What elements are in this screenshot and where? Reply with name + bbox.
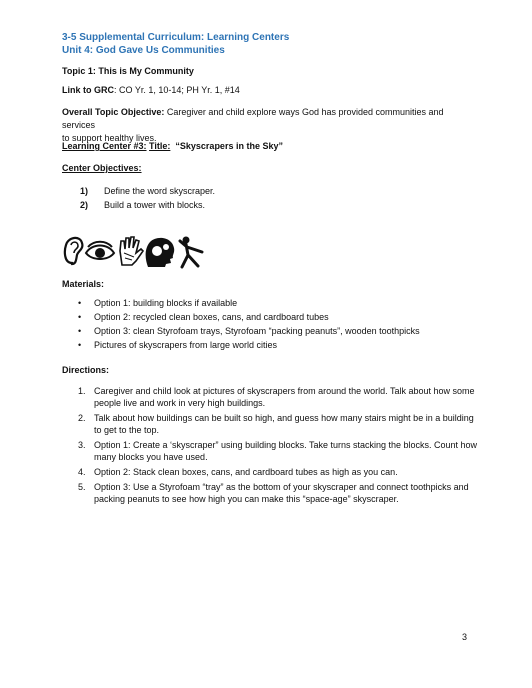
- movement-figure-icon: [180, 237, 202, 268]
- learning-center-title: “Skyscrapers in the Sky”: [175, 141, 283, 151]
- list-item: [62, 338, 482, 352]
- item-text-line2: packing peanuts to see how high you can make this “space-age” skyscraper.: [94, 494, 399, 504]
- item-text: Option 1: building blocks if available: [94, 298, 238, 308]
- item-number: 3.: [78, 440, 86, 450]
- item-text-line2: many blocks you have used.: [94, 452, 208, 462]
- list-item: [62, 296, 482, 310]
- list-item: [62, 184, 482, 198]
- list-item: [62, 439, 482, 463]
- list-item: [62, 324, 482, 338]
- learning-center-title-label: Title:: [149, 141, 171, 151]
- hand-icon: [120, 237, 143, 265]
- list-item: [62, 466, 482, 478]
- curriculum-title: 3-5 Supplemental Curriculum: Learning Centers: [62, 32, 290, 43]
- item-number: 5.: [78, 482, 86, 492]
- item-text-line2: people live and work in very high buildings.: [94, 398, 266, 408]
- center-objectives-list: [62, 184, 482, 212]
- unit-title: Unit 4: God Gave Us Communities: [62, 45, 225, 56]
- item-text: Option 3: clean Styrofoam trays, Styrofoam “packing peanuts”, wooden toothpicks: [94, 326, 420, 336]
- item-text: Build a tower with blocks.: [104, 200, 206, 210]
- materials-heading: Materials:: [62, 279, 105, 289]
- list-item: [62, 385, 482, 409]
- item-number: 2.: [78, 413, 86, 423]
- item-number: 1): [80, 186, 89, 196]
- item-number: 2): [80, 200, 89, 210]
- objective-text-line2: to support healthy lives.: [62, 133, 157, 143]
- item-text: Pictures of skyscrapers from large world cities: [94, 340, 278, 350]
- item-text-line2: to get to the top.: [94, 425, 160, 435]
- grc-link: [62, 84, 472, 97]
- objective-text-line1: Caregiver and child explore ways God has provided communities and services: [62, 107, 444, 130]
- bullet-icon: •: [78, 326, 82, 336]
- item-text-line1: Caregiver and child look at pictures of skyscrapers from around the world. Talk about how some: [94, 386, 475, 396]
- grc-link-value: : CO Yr. 1, 10-14; PH Yr. 1, #14: [114, 85, 240, 95]
- materials-list: [62, 296, 482, 352]
- list-item: [62, 198, 482, 212]
- eye-icon: [86, 242, 114, 259]
- ear-icon: [65, 238, 83, 264]
- item-text: Define the word skyscraper.: [104, 186, 216, 196]
- head-icon: [146, 238, 175, 267]
- item-number: 4.: [78, 467, 86, 477]
- center-objectives-heading: Center Objectives:: [62, 163, 142, 173]
- bullet-icon: •: [78, 298, 82, 308]
- grc-link-label: Link to GRC: [62, 85, 114, 95]
- directions-heading: Directions:: [62, 365, 110, 375]
- item-text-line1: Option 3: Use a Styrofoam “tray” as the bottom of your skyscraper and connect toothpicks and: [94, 482, 469, 492]
- learning-center-label: Learning Center #3:: [62, 141, 147, 151]
- item-text-line1: Option 2: Stack clean boxes, cans, and cardboard tubes as high as you can.: [94, 467, 398, 477]
- item-number: 1.: [78, 386, 86, 396]
- page-number: 3: [462, 632, 468, 642]
- bullet-icon: •: [78, 312, 82, 322]
- learning-center-heading: [62, 140, 472, 153]
- list-item: [62, 481, 482, 505]
- directions-list: [62, 385, 482, 508]
- item-text-line1: Talk about how buildings can be built so high, and guess how many stairs might be in a building: [94, 413, 474, 423]
- senses-icons: [62, 233, 212, 269]
- item-text-line1: Option 1: Create a ‘skyscraper” using building blocks. Take turns stacking the blocks. Count how: [94, 440, 478, 450]
- list-item: [62, 412, 482, 436]
- topic-title: Topic 1: This is My Community: [62, 66, 194, 76]
- bullet-icon: •: [78, 340, 82, 350]
- list-item: [62, 310, 482, 324]
- objective-label: Overall Topic Objective:: [62, 107, 165, 117]
- item-text: Option 2: recycled clean boxes, cans, and cardboard tubes: [94, 312, 329, 322]
